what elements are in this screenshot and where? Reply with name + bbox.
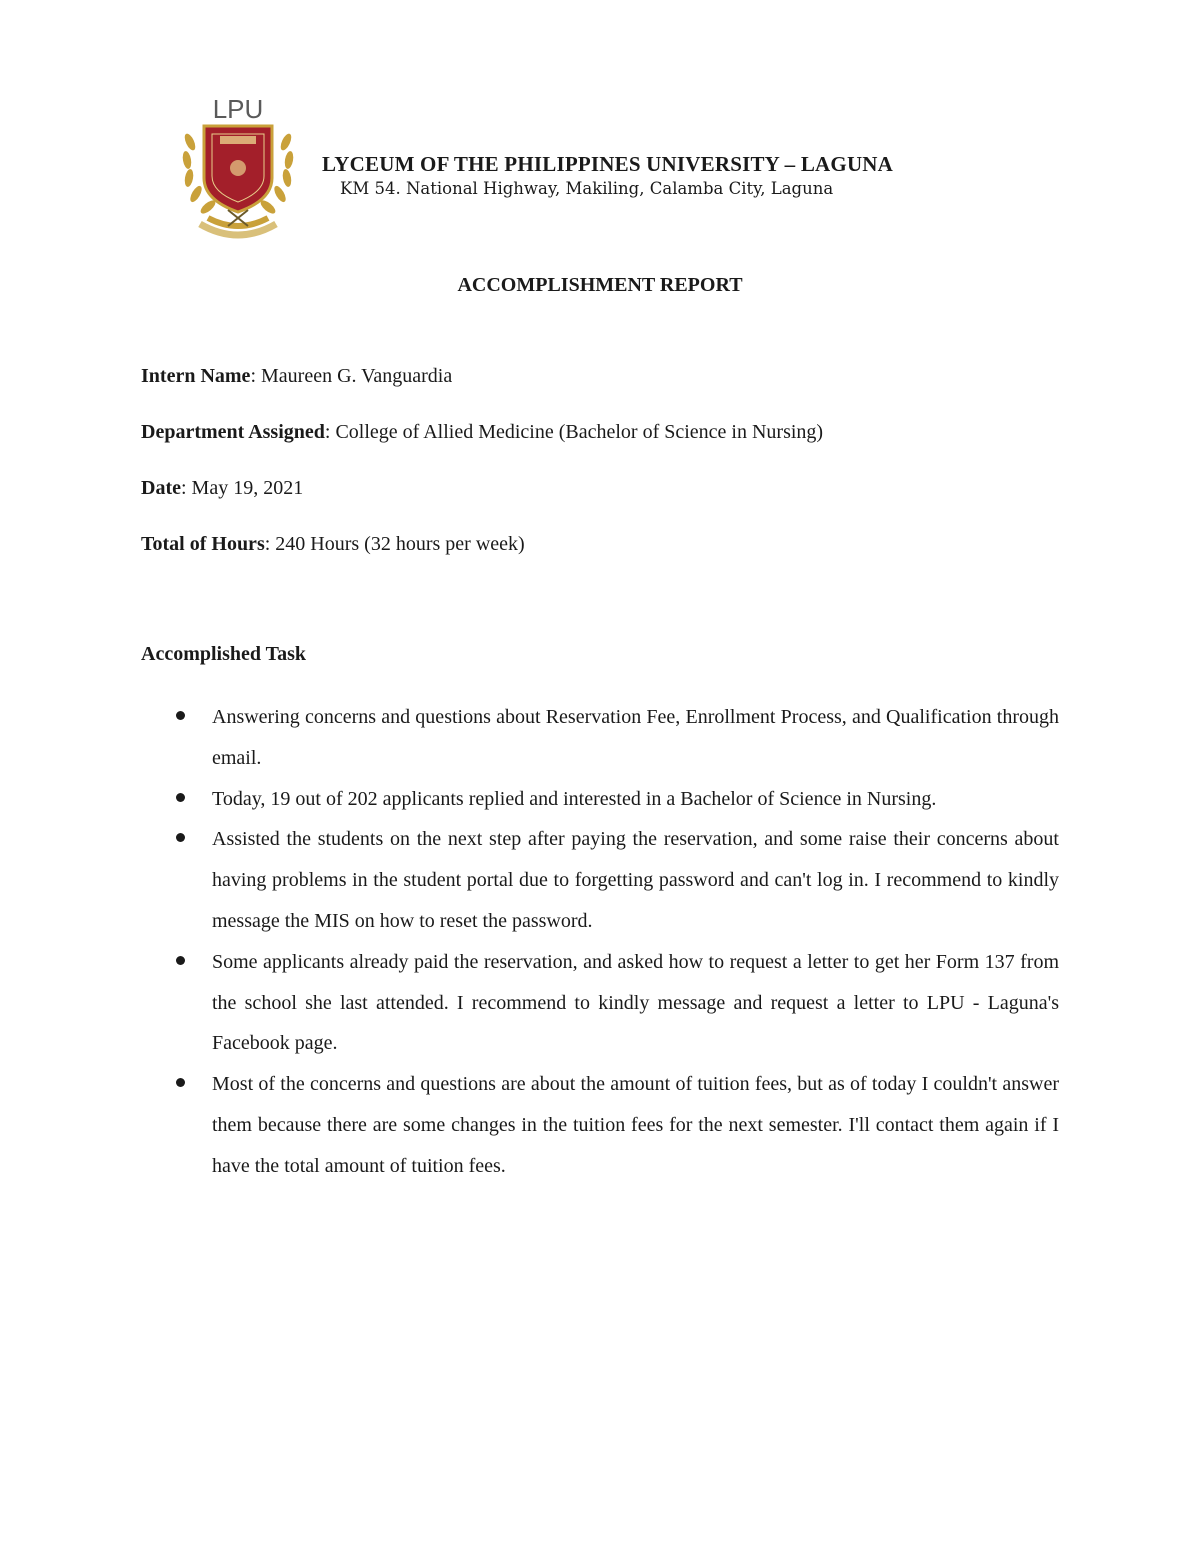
logo-lpu-text: LPU — [212, 94, 264, 124]
bullet-icon — [176, 833, 185, 842]
letterhead — [322, 151, 1022, 201]
list-item — [141, 942, 1059, 1064]
bullet-icon — [176, 1078, 185, 1087]
task-text: Some applicants already paid the reservation, and asked how to request a letter to get her Form 137 from the school she last attended. I recommend to kindly message and request a letter to LPU - Laguna's Facebook page. — [212, 950, 1059, 1055]
field-label: Date — [141, 477, 181, 499]
task-text: Today, 19 out of 202 applicants replied and interested in a Bachelor of Science in Nursing. — [212, 787, 937, 810]
field-label: Intern Name — [141, 365, 251, 387]
list-item — [141, 1064, 1059, 1186]
field-label: Total of Hours — [141, 533, 265, 555]
report-title: ACCOMPLISHMENT REPORT — [457, 274, 743, 296]
list-item — [141, 697, 1059, 779]
field-value: : College of Allied Medicine (Bachelor of Science in Nursing) — [324, 421, 824, 443]
list-item — [141, 779, 1059, 820]
task-text: Assisted the students on the next step after paying the reservation, and some raise their concerns about having problems in the student portal due to forgetting password and can't log in. I recommend to kindly message the MIS on how to reset the password. — [212, 828, 1059, 932]
field-label: Department Assigned — [141, 421, 325, 443]
task-list — [141, 697, 1059, 1187]
task-text: Answering concerns and questions about Reservation Fee, Enrollment Process, and Qualification through email. — [212, 706, 1059, 769]
task-text: Most of the concerns and questions are about the amount of tuition fees, but as of today I couldn't answer them because there are some changes in the tuition fees for the next semester. I'll contact them again if I have the total amount of tuition fees. — [212, 1073, 1059, 1177]
bullet-icon — [176, 793, 185, 802]
field-total-hours — [141, 530, 1061, 586]
field-value: : Maureen G. Vanguardia — [250, 365, 453, 387]
field-department — [141, 418, 1061, 474]
university-name: LYCEUM OF THE PHILIPPINES UNIVERSITY – LAGUNA — [322, 152, 894, 176]
field-value: : 240 Hours (32 hours per week) — [264, 533, 525, 555]
university-address: KM 54. National Highway, Makiling, Calamba City, Laguna — [340, 179, 834, 198]
field-date — [141, 474, 1061, 530]
lpu-seal-logo — [178, 92, 304, 242]
bullet-icon — [176, 956, 185, 965]
field-intern-name — [141, 362, 1061, 418]
list-item — [141, 819, 1059, 941]
tasks-heading: Accomplished Task — [141, 643, 307, 665]
field-value: : May 19, 2021 — [180, 477, 304, 499]
report-fields — [141, 362, 1061, 586]
bullet-icon — [176, 711, 185, 720]
